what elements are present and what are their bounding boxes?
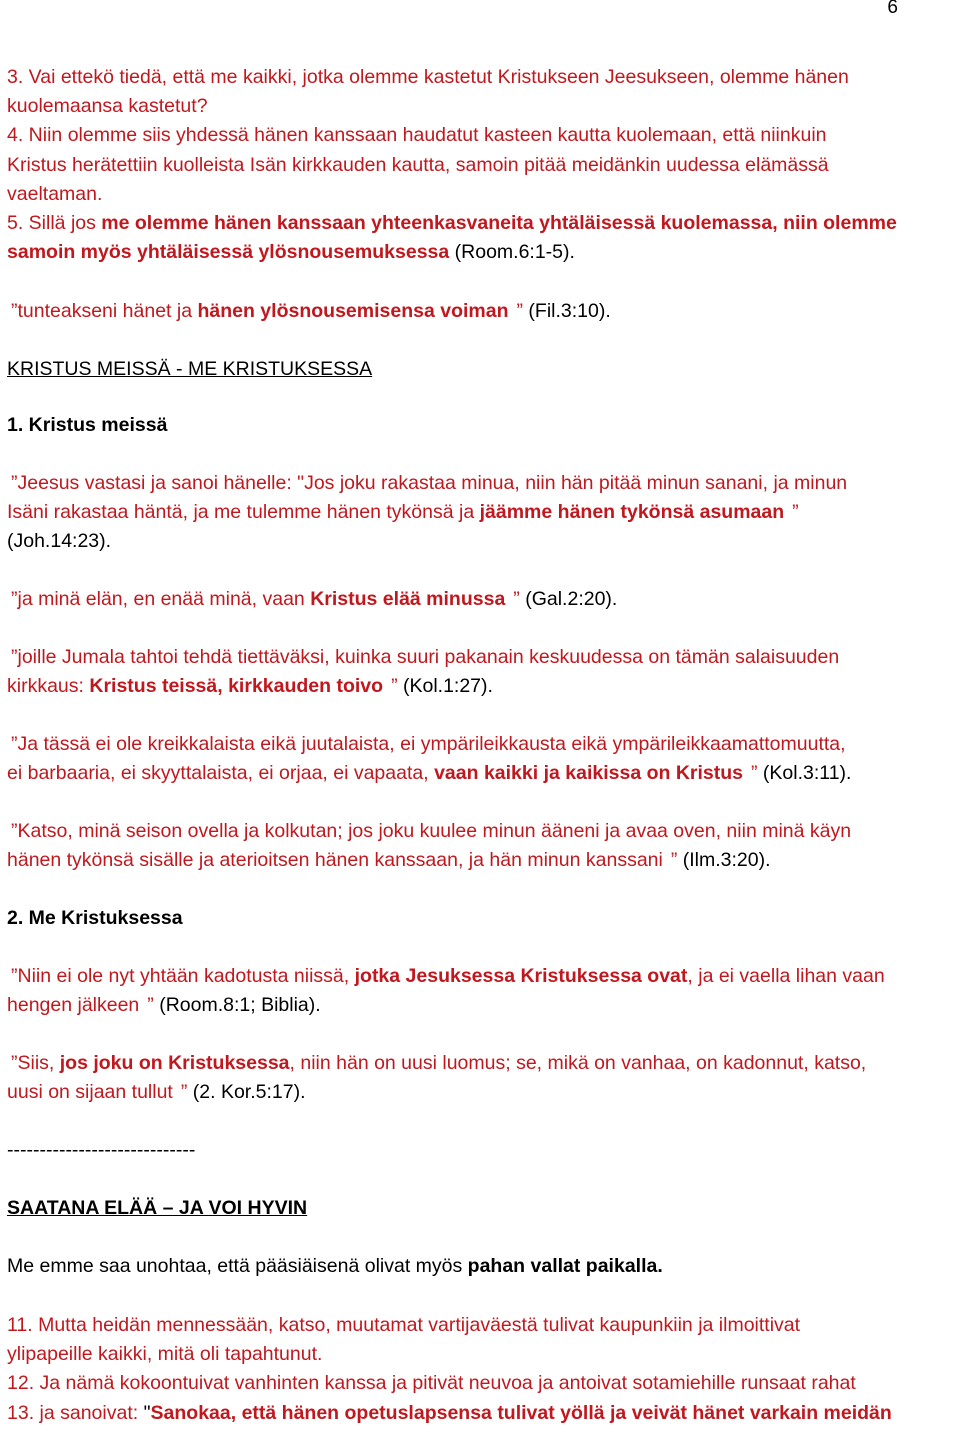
quote-mark: ” [11,820,18,842]
quote-mark: ” [11,1052,18,1074]
quote-mark: ” [670,849,678,872]
quote-mark: ” [516,300,523,322]
quote-mark: ” [11,472,18,494]
quote-mark: ” [11,965,18,987]
subheading-me-kristuksessa: 2. Me Kristuksessa [7,907,183,929]
quote-mark: ” [147,994,154,1017]
quote-mark: ” [391,675,398,698]
quote-mark: ” [11,733,18,755]
verse-12: 12. Ja nämä kokoontuivat vanhinten kanssa ja pitivät neuvoa ja antoivat sotamiehille runsaat rahat [7,1372,856,1395]
quote-mark: ” [751,762,758,785]
room-8-quote: ”Niin ei ole nyt yhtään kadotusta niissä, jotka Jesuksessa Kristuksessa ovat, ja ei vaella lihan vaan hengen jälkeen ” (Room.8:1; Biblia). [7,965,885,1017]
kol-1-quote: ”joille Jumala tahtoi tehdä tiettäväksi, kuinka suuri pakanain keskuudessa on tämän salaisuuden kirkkaus: Kristus teissä, kirkkauden toivo ” (Kol.1:27). [7,646,840,698]
quote-mark: ” [792,501,799,524]
verse-13: 13. ja sanoivat: "Sanokaa, että hänen opetuslapsensa tulivat yöllä ja veivät hänet varkain meidän [7,1401,892,1424]
verse-4-line-1: 4. Niin olemme siis yhdessä hänen kanssaan haudatut kasteen kautta kuolemaan, että niinkuin [7,124,827,147]
verse-11-line-1: 11. Mutta heidän mennessään, katso, muutamat vartijaväestä tulivat kaupunkiin ja ilmoittivat [7,1314,801,1336]
gal-quote: ”ja minä elän, en enää minä, vaan Kristus elää minussa ” (Gal.2:20). [11,588,618,610]
verse-3-line-2: kuolemaansa kastetut? [7,95,208,118]
kor-quote: ”Siis, jos joku on Kristuksessa, niin hän on uusi luomus; se, mikä on vanhaa, on kadonnut, katso, uusi on sijaan tullut ” (2. Kor.5:17). [7,1052,867,1104]
verse-3-line-1: 3. Vai ettekö tiedä, että me kaikki, jotka olemme kastetut Kristukseen Jeesukseen, olemme hänen [7,66,849,88]
quote-mark: ” [180,1081,188,1104]
romans-6-passage [7,63,960,267]
section-heading-saatana: SAATANA ELÄÄ – JA VOI HYVIN [7,1197,308,1219]
section-heading-kristus-meissa: KRISTUS MEISSÄ - ME KRISTUKSESSA [7,358,373,380]
verse-4-line-3: vaeltaman. [7,182,103,205]
quote-mark: ” [11,588,18,610]
ilm-quote: ”Katso, minä seison ovella ja kolkutan; jos joku kuulee minun ääneni ja avaa oven, niin minä käyn hänen tykönsä sisälle ja aterioitsen hänen kanssaan, ja hän minun kanssani ” (Ilm.3:20). [7,820,852,872]
quote-mark: ” [513,588,520,610]
verse-11-line-2: ylipapeille kaikki, mitä oli tapahtunut. [7,1343,323,1366]
subheading-kristus-meissa: 1. Kristus meissä [7,414,168,436]
fil-quote: ”tunteakseni hänet ja hänen ylösnousemisensa voiman ” (Fil.3:10). [11,300,611,322]
verse-5-line-2: samoin myös yhtäläisessä ylösnousemuksessa (Room.6:1-5). [7,241,575,264]
intro-paragraph: Me emme saa unohtaa, että pääsiäisenä olivat myös pahan vallat paikalla. [7,1255,663,1277]
verse-5-line-1: 5. Sillä jos me olemme hänen kanssaan yhteenkasvaneita yhtäläisessä kuolemassa, niin olemme [7,212,897,235]
matt-28-passage [7,1311,960,1428]
quote-mark: ” [11,300,18,322]
separator-line: ----------------------------- [7,1139,196,1161]
kol-3-quote: ”Ja tässä ei ole kreikkalaista eikä juutalaista, ei ympärileikkausta eikä ympärileikkaamattomuutta, ei barbaaria, ei skyyttalaista, ei orjaa, ei vapaata, vaan kaikki ja kaikissa on Kristus ” (Kol.3:11). [7,733,852,785]
page-number: 6 [887,0,898,18]
verse-4-line-2: Kristus herätettiin kuolleista Isän kirkkauden kautta, samoin pitää meidänkin uudessa elämässä [7,153,829,176]
joh-quote: ”Jeesus vastasi ja sanoi hänelle: "Jos joku rakastaa minua, niin hän pitää minun sanani, ja minun Isäni rakastaa häntä, ja me tulemme hänen tykönsä ja jäämme hänen tykönsä asumaan ” (Joh.14:23). [7,472,848,553]
quote-mark: ” [11,646,18,668]
